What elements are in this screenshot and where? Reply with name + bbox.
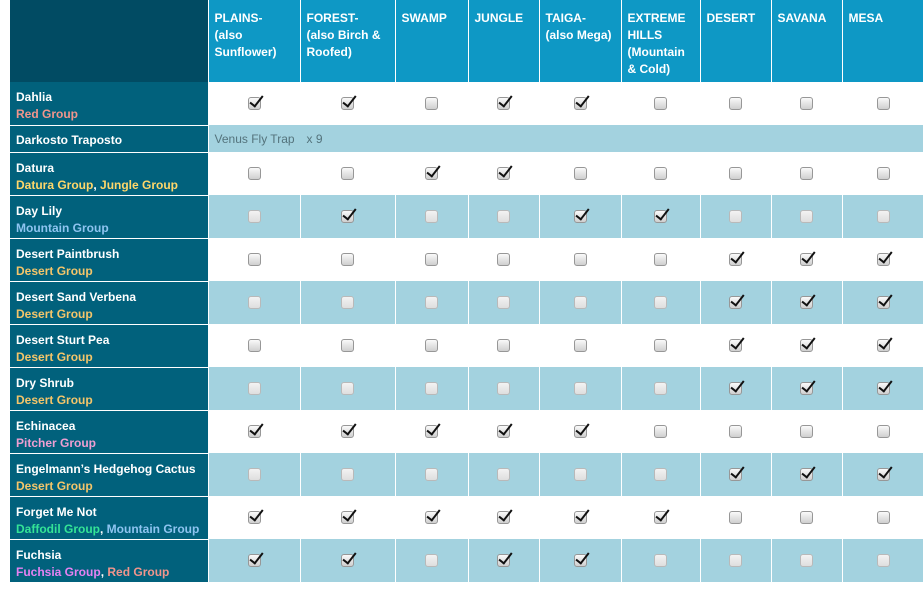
- unchecked-checkbox[interactable]: [877, 554, 890, 567]
- checked-checkbox[interactable]: [877, 382, 890, 395]
- biome-cell: [300, 453, 395, 496]
- unchecked-checkbox[interactable]: [877, 511, 890, 524]
- biome-cell: [300, 238, 395, 281]
- group-label: Desert Group: [16, 306, 93, 321]
- plant-groups: [16, 306, 202, 323]
- checked-checkbox[interactable]: [497, 425, 510, 438]
- checked-checkbox[interactable]: [654, 511, 667, 524]
- biome-cell: [395, 281, 468, 324]
- unchecked-checkbox[interactable]: [574, 382, 587, 395]
- checked-checkbox[interactable]: [497, 554, 510, 567]
- plant-name-cell: [10, 152, 208, 195]
- biome-cell: [468, 539, 539, 582]
- biome-cell: [621, 453, 700, 496]
- unchecked-checkbox[interactable]: [729, 210, 742, 223]
- biome-cell: [468, 496, 539, 539]
- biome-cell: [539, 539, 621, 582]
- checked-checkbox[interactable]: [574, 210, 587, 223]
- biome-header: SWAMP: [395, 0, 468, 82]
- group-label: Daffodil Group: [16, 521, 100, 536]
- plant-groups: [16, 478, 202, 495]
- biome-cell: [300, 82, 395, 125]
- unchecked-checkbox[interactable]: [497, 382, 510, 395]
- biome-cell: [771, 410, 842, 453]
- unchecked-checkbox[interactable]: [654, 339, 667, 352]
- unchecked-checkbox[interactable]: [800, 511, 813, 524]
- biome-cell: [621, 195, 700, 238]
- biome-cell: [468, 195, 539, 238]
- biome-cell: [842, 324, 923, 367]
- checked-checkbox[interactable]: [341, 554, 354, 567]
- plant-name-cell: [10, 367, 208, 410]
- biome-cell: [539, 238, 621, 281]
- unchecked-checkbox[interactable]: [341, 339, 354, 352]
- biome-cell: [300, 410, 395, 453]
- checked-checkbox[interactable]: [877, 253, 890, 266]
- unchecked-checkbox[interactable]: [425, 382, 438, 395]
- plant-name: Forget Me Not: [16, 504, 97, 519]
- table-row: [10, 195, 923, 238]
- biome-cell: [621, 281, 700, 324]
- checked-checkbox[interactable]: [800, 382, 813, 395]
- unchecked-checkbox[interactable]: [341, 253, 354, 266]
- biome-cell: [468, 82, 539, 125]
- biome-cell: [771, 152, 842, 195]
- checked-checkbox[interactable]: [800, 468, 813, 481]
- plant-name-cell: [10, 453, 208, 496]
- unchecked-checkbox[interactable]: [654, 554, 667, 567]
- checked-checkbox[interactable]: [497, 511, 510, 524]
- table-row: [10, 539, 923, 582]
- checked-checkbox[interactable]: [877, 339, 890, 352]
- plant-groups: [16, 349, 202, 366]
- biome-header: MESA: [842, 0, 923, 82]
- checked-checkbox[interactable]: [574, 511, 587, 524]
- unchecked-checkbox[interactable]: [248, 210, 261, 223]
- group-label: Mountain Group: [16, 220, 109, 235]
- group-label: Desert Group: [16, 349, 93, 364]
- group-label: Datura Group: [16, 177, 94, 192]
- table-row: [10, 125, 923, 152]
- biome-cell: [208, 539, 300, 582]
- checked-checkbox[interactable]: [654, 210, 667, 223]
- checked-checkbox[interactable]: [248, 511, 261, 524]
- biome-cell: [208, 195, 300, 238]
- plant-name: Desert Sand Verbena: [16, 289, 137, 304]
- unchecked-checkbox[interactable]: [341, 167, 354, 180]
- plant-groups: [16, 177, 202, 194]
- table-row: [10, 324, 923, 367]
- biome-header: DESERT: [700, 0, 771, 82]
- biome-cell: [621, 367, 700, 410]
- biome-cell: [395, 152, 468, 195]
- unchecked-checkbox[interactable]: [654, 253, 667, 266]
- biome-cell: [395, 410, 468, 453]
- biome-cell: [468, 281, 539, 324]
- plant-name: Echinacea: [16, 418, 76, 433]
- checked-checkbox[interactable]: [341, 210, 354, 223]
- table-row: [10, 82, 923, 125]
- plant-name: Dahlia: [16, 90, 53, 104]
- unchecked-checkbox[interactable]: [425, 296, 438, 309]
- biome-cell: [395, 539, 468, 582]
- biome-cell: [300, 367, 395, 410]
- checked-checkbox[interactable]: [729, 382, 742, 395]
- biome-cell: [700, 281, 771, 324]
- unchecked-checkbox[interactable]: [248, 382, 261, 395]
- plant-groups: [16, 392, 202, 409]
- biome-cell: [395, 367, 468, 410]
- biome-cell: [700, 238, 771, 281]
- biome-cell: [208, 281, 300, 324]
- checked-checkbox[interactable]: [729, 339, 742, 352]
- biome-cell: [395, 195, 468, 238]
- biome-cell: [539, 281, 621, 324]
- biome-cell: [771, 195, 842, 238]
- unchecked-checkbox[interactable]: [654, 167, 667, 180]
- biome-cell: [842, 496, 923, 539]
- unchecked-checkbox[interactable]: [574, 296, 587, 309]
- biome-plant-table: [10, 0, 923, 583]
- unchecked-checkbox[interactable]: [497, 468, 510, 481]
- unchecked-checkbox[interactable]: [654, 382, 667, 395]
- table-row: [10, 152, 923, 195]
- biome-cell: [771, 82, 842, 125]
- plant-name: Datura: [16, 160, 55, 175]
- checked-checkbox[interactable]: [341, 97, 354, 110]
- biome-cell: [621, 496, 700, 539]
- biome-cell: [539, 324, 621, 367]
- plant-name-cell: [10, 281, 208, 324]
- plant-name-cell: [10, 324, 208, 367]
- biome-cell: [395, 82, 468, 125]
- biome-cell: [539, 195, 621, 238]
- biome-cell: [539, 367, 621, 410]
- biome-cell: [300, 496, 395, 539]
- plant-groups: [16, 564, 202, 581]
- biome-cell: [842, 281, 923, 324]
- unchecked-checkbox[interactable]: [425, 468, 438, 481]
- plant-groups: [16, 263, 202, 280]
- group-label: Desert Group: [16, 478, 93, 493]
- biome-cell: [300, 195, 395, 238]
- checked-checkbox[interactable]: [574, 97, 587, 110]
- unchecked-checkbox[interactable]: [800, 167, 813, 180]
- unchecked-checkbox[interactable]: [729, 554, 742, 567]
- plant-name: Engelmann’s Hedgehog Cactus: [16, 461, 196, 476]
- biome-cell: [842, 367, 923, 410]
- unchecked-checkbox[interactable]: [800, 554, 813, 567]
- biome-cell: [621, 410, 700, 453]
- plant-name: Dry Shrub: [16, 375, 75, 390]
- biome-cell: [700, 453, 771, 496]
- unchecked-checkbox[interactable]: [248, 253, 261, 266]
- biome-cell: [842, 195, 923, 238]
- biome-cell: [468, 152, 539, 195]
- checked-checkbox[interactable]: [729, 253, 742, 266]
- checked-checkbox[interactable]: [341, 511, 354, 524]
- corner-header-cell: [10, 0, 208, 82]
- checked-checkbox[interactable]: [341, 425, 354, 438]
- group-separator: ,: [93, 177, 101, 192]
- biome-cell: [395, 238, 468, 281]
- biome-cell: [300, 281, 395, 324]
- unchecked-checkbox[interactable]: [877, 425, 890, 438]
- biome-cell: [468, 367, 539, 410]
- note-cell: [208, 125, 923, 152]
- biome-cell: [842, 410, 923, 453]
- unchecked-checkbox[interactable]: [574, 253, 587, 266]
- biome-cell: [300, 152, 395, 195]
- unchecked-checkbox[interactable]: [800, 425, 813, 438]
- group-label: Red Group: [107, 564, 170, 579]
- unchecked-checkbox[interactable]: [729, 511, 742, 524]
- checked-checkbox[interactable]: [800, 339, 813, 352]
- plant-name: Day Lily: [16, 203, 63, 218]
- group-label: Fuchsia Group: [16, 564, 101, 579]
- header-row: [10, 0, 923, 82]
- unchecked-checkbox[interactable]: [574, 339, 587, 352]
- unchecked-checkbox[interactable]: [800, 210, 813, 223]
- biome-cell: [700, 82, 771, 125]
- checked-checkbox[interactable]: [497, 97, 510, 110]
- biome-cell: [621, 82, 700, 125]
- biome-header: PLAINS- (also Sunflower): [208, 0, 300, 82]
- unchecked-checkbox[interactable]: [497, 210, 510, 223]
- plant-name-cell: [10, 410, 208, 453]
- table-row: [10, 410, 923, 453]
- checked-checkbox[interactable]: [425, 425, 438, 438]
- biome-cell: [700, 152, 771, 195]
- biome-cell: [771, 367, 842, 410]
- biome-cell: [842, 539, 923, 582]
- unchecked-checkbox[interactable]: [341, 296, 354, 309]
- biome-cell: [395, 496, 468, 539]
- checked-checkbox[interactable]: [248, 97, 261, 110]
- biome-cell: [771, 453, 842, 496]
- table-row: [10, 281, 923, 324]
- table-row: [10, 367, 923, 410]
- biome-cell: [468, 324, 539, 367]
- plant-name-cell: [10, 82, 208, 125]
- unchecked-checkbox[interactable]: [497, 296, 510, 309]
- biome-cell: [771, 324, 842, 367]
- unchecked-checkbox[interactable]: [574, 468, 587, 481]
- biome-cell: [842, 453, 923, 496]
- plant-groups: [16, 435, 202, 452]
- plant-name: Darkosto Traposto: [16, 132, 123, 147]
- unchecked-checkbox[interactable]: [425, 210, 438, 223]
- unchecked-checkbox[interactable]: [654, 296, 667, 309]
- unchecked-checkbox[interactable]: [729, 97, 742, 110]
- biome-cell: [621, 324, 700, 367]
- biome-cell: [539, 152, 621, 195]
- biome-cell: [208, 238, 300, 281]
- plant-name-cell: [10, 496, 208, 539]
- biome-header: TAIGA- (also Mega): [539, 0, 621, 82]
- checked-checkbox[interactable]: [248, 425, 261, 438]
- plant-name-cell: [10, 238, 208, 281]
- unchecked-checkbox[interactable]: [729, 167, 742, 180]
- checked-checkbox[interactable]: [800, 296, 813, 309]
- checked-checkbox[interactable]: [497, 167, 510, 180]
- checked-checkbox[interactable]: [248, 554, 261, 567]
- note-quantity: x 9: [306, 131, 323, 146]
- unchecked-checkbox[interactable]: [248, 339, 261, 352]
- checked-checkbox[interactable]: [800, 253, 813, 266]
- unchecked-checkbox[interactable]: [341, 468, 354, 481]
- plant-name-cell: [10, 195, 208, 238]
- checked-checkbox[interactable]: [729, 468, 742, 481]
- checked-checkbox[interactable]: [574, 425, 587, 438]
- group-label: Mountain Group: [106, 521, 200, 536]
- unchecked-checkbox[interactable]: [425, 554, 438, 567]
- biome-cell: [621, 152, 700, 195]
- biome-cell: [842, 238, 923, 281]
- biome-cell: [771, 496, 842, 539]
- unchecked-checkbox[interactable]: [654, 97, 667, 110]
- biome-cell: [300, 324, 395, 367]
- biome-header: JUNGLE: [468, 0, 539, 82]
- checked-checkbox[interactable]: [425, 167, 438, 180]
- checked-checkbox[interactable]: [729, 296, 742, 309]
- unchecked-checkbox[interactable]: [729, 425, 742, 438]
- plant-name: Desert Sturt Pea: [16, 332, 110, 347]
- biome-cell: [468, 238, 539, 281]
- unchecked-checkbox[interactable]: [425, 97, 438, 110]
- unchecked-checkbox[interactable]: [425, 253, 438, 266]
- biome-cell: [395, 453, 468, 496]
- biome-cell: [208, 410, 300, 453]
- biome-cell: [621, 238, 700, 281]
- group-separator: ,: [100, 521, 107, 536]
- biome-cell: [771, 238, 842, 281]
- checked-checkbox[interactable]: [877, 468, 890, 481]
- table-row: [10, 453, 923, 496]
- unchecked-checkbox[interactable]: [425, 339, 438, 352]
- group-label: Pitcher Group: [16, 435, 97, 450]
- unchecked-checkbox[interactable]: [877, 167, 890, 180]
- unchecked-checkbox[interactable]: [497, 253, 510, 266]
- checked-checkbox[interactable]: [574, 554, 587, 567]
- unchecked-checkbox[interactable]: [248, 167, 261, 180]
- table-row: [10, 496, 923, 539]
- biome-cell: [539, 410, 621, 453]
- biome-cell: [208, 324, 300, 367]
- unchecked-checkbox[interactable]: [800, 97, 813, 110]
- biome-cell: [842, 152, 923, 195]
- biome-cell: [700, 539, 771, 582]
- note-text: Venus Fly Trap: [214, 131, 295, 146]
- unchecked-checkbox[interactable]: [248, 296, 261, 309]
- group-separator: ,: [100, 564, 108, 579]
- plant-name: Fuchsia: [16, 547, 62, 562]
- unchecked-checkbox[interactable]: [341, 382, 354, 395]
- plant-groups: [16, 106, 202, 123]
- unchecked-checkbox[interactable]: [497, 339, 510, 352]
- biome-cell: [468, 410, 539, 453]
- biome-cell: [700, 496, 771, 539]
- biome-cell: [208, 82, 300, 125]
- biome-cell: [208, 496, 300, 539]
- table-row: [10, 238, 923, 281]
- plant-groups: [16, 220, 202, 237]
- group-label: Desert Group: [16, 263, 93, 278]
- biome-cell: [700, 195, 771, 238]
- plant-name-cell: [10, 539, 208, 582]
- unchecked-checkbox[interactable]: [574, 167, 587, 180]
- biome-cell: [395, 324, 468, 367]
- biome-cell: [771, 281, 842, 324]
- biome-cell: [208, 152, 300, 195]
- biome-cell: [700, 367, 771, 410]
- biome-cell: [539, 496, 621, 539]
- plant-name-cell: [10, 125, 208, 152]
- biome-cell: [771, 539, 842, 582]
- biome-cell: [468, 453, 539, 496]
- unchecked-checkbox[interactable]: [877, 97, 890, 110]
- checked-checkbox[interactable]: [425, 511, 438, 524]
- biome-cell: [539, 82, 621, 125]
- biome-cell: [300, 539, 395, 582]
- biome-cell: [621, 539, 700, 582]
- biome-cell: [700, 410, 771, 453]
- group-label: Jungle Group: [100, 177, 179, 192]
- biome-cell: [208, 453, 300, 496]
- plant-groups: [16, 521, 202, 538]
- biome-cell: [700, 324, 771, 367]
- unchecked-checkbox[interactable]: [877, 210, 890, 223]
- biome-header: SAVANA: [771, 0, 842, 82]
- group-label: Desert Group: [16, 392, 93, 407]
- biome-cell: [539, 453, 621, 496]
- unchecked-checkbox[interactable]: [654, 425, 667, 438]
- checked-checkbox[interactable]: [877, 296, 890, 309]
- biome-cell: [842, 82, 923, 125]
- unchecked-checkbox[interactable]: [654, 468, 667, 481]
- group-label: Red Group: [16, 107, 78, 121]
- unchecked-checkbox[interactable]: [248, 468, 261, 481]
- plant-name: Desert Paintbrush: [16, 246, 120, 261]
- biome-header: FOREST- (also Birch & Roofed): [300, 0, 395, 82]
- biome-header: EXTREME HILLS (Mountain & Cold): [621, 0, 700, 82]
- biome-cell: [208, 367, 300, 410]
